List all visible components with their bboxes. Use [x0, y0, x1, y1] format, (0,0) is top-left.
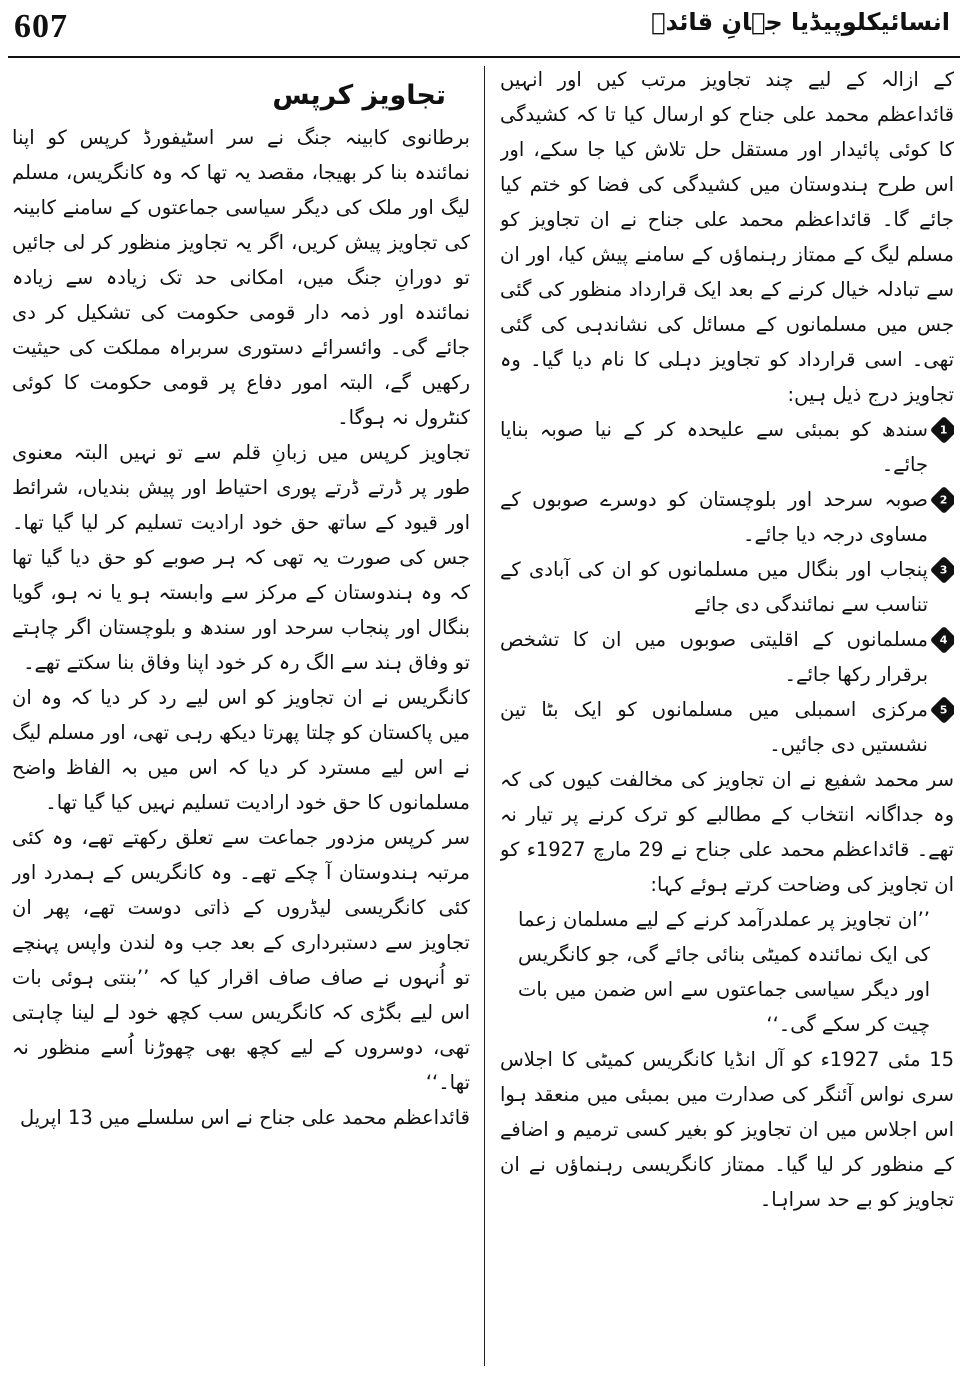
- section-heading: تجاویز کرپس: [272, 80, 446, 111]
- header-rule: [8, 56, 960, 58]
- jinnah-quote: ’’ان تجاویز پر عملدرآمد کرنے کے لیے مسلمان زعما کی ایک نمائندہ کمیٹی بنائی جائے گی، جو کانگریس اور دیگر سیاسی جماعتوں سے اس ضمن میں بات چیت کر سکے گی۔‘‘: [518, 908, 930, 1036]
- paragraph: تجاویز کرپس میں زبانِ قلم سے تو نہیں البتہ معنوی طور پر ڈرتے ڈرتے پوری احتیاط اور پیش بندیاں، شرائط اور قیود کے ساتھ حق خود ارادیت تسلیم کر لیا گیا تھا۔ جس کی صورت یہ تھی کہ ہر صوبے کو حق دیا گیا تھا کہ وہ ہندوستان کے مرکز سے وابستہ ہو یا نہ ہو، گویا بنگال اور پنجاب سرحد اور سندھ و بلوچستان اگر چاہتے تو وفاق ہند سے الگ رہ کر خود اپنا وفاق بنا سکتے تھے۔: [12, 441, 470, 674]
- proposal-text: مسلمانوں کے اقلیتی صوبوں میں ان کا تشخص برقرار رکھا جائے۔: [500, 628, 928, 686]
- delhi-proposals-intro: کے ازالہ کے لیے چند تجاویز مرتب کیں اور انہیں قائداعظم محمد علی جناح کو ارسال کیا تا کہ کشیدگی کا کوئی پائیدار اور مستقل حل تلاش کیا جا سکے، اور اس طرح ہندوستان میں کشیدگی کی فضا کو ختم کیا جائے گا۔ قائداعظم محمد علی جناح نے ان تجاویز کو مسلم لیگ کے ممتاز رہنماؤں کے سامنے پیش کیا، اور ان سے تبادلہ خیال کرنے کے بعد ایک قرارداد منظور کی گئی جس میں مسلمانوں کے مسائل کی نشاندہی کی گئی تھی۔ اسی قرارداد کو تجاویز دہلی کا نام دیا گیا۔ وہ تجاویز درج ذیل ہیں:: [500, 68, 954, 406]
- proposal-item: [500, 692, 954, 762]
- proposal-item: [500, 482, 954, 552]
- page-header: [0, 0, 968, 58]
- shafi-paragraph: سر محمد شفیع نے ان تجاویز کی مخالفت کیوں کی کہ وہ جداگانہ انتخاب کے مطالبے کو ترک کرنے پر تیار نہ تھے۔ قائداعظم محمد علی جناح نے 29 مارچ 1927ء کو ان تجاویز کی وضاحت کرتے ہوئے کہا:: [500, 768, 954, 896]
- numbered-diamond-icon: 2: [930, 486, 954, 514]
- proposals-list: [500, 412, 954, 762]
- congress-session-paragraph: 15 مئی 1927ء کو آل انڈیا کانگریس کمیٹی کا اجلاس سری نواس آئنگر کی صدارت میں بمبئی میں منعقد ہوا اس اجلاس میں ان تجاویز کو بغیر کسی ترمیم و اضافے کے منظور کر لیا گیا۔ ممتاز کانگریسی رہنماؤں نے ان تجاویز کو بے حد سراہا۔: [500, 1048, 954, 1211]
- proposal-text: سندھ کو بمبئی سے علیحدہ کر کے نیا صوبہ بنایا جائے۔: [500, 418, 928, 476]
- left-column: [12, 62, 470, 1372]
- right-column: [500, 62, 954, 1372]
- numbered-diamond-icon: 1: [930, 416, 954, 444]
- numbered-diamond-icon: 4: [930, 626, 954, 654]
- proposal-text: پنجاب اور بنگال میں مسلمانوں کو ان کی آبادی کے تناسب سے نمائندگی دی جائے: [500, 558, 928, 616]
- proposal-item: [500, 552, 954, 622]
- proposal-text: مرکزی اسمبلی میں مسلمانوں کو ایک بٹا تین نشستیں دی جائیں۔: [500, 698, 928, 756]
- numbered-diamond-icon: 3: [930, 556, 954, 584]
- page-number: 607: [14, 8, 68, 45]
- numbered-diamond-icon: 5: [930, 696, 954, 724]
- paragraph: کانگریس نے ان تجاویز کو اس لیے رد کر دیا کہ وہ ان میں پاکستان کو چلتا پھرتا دیکھ رہی تھی، اور مسلم لیگ نے اس لیے مسترد کر دیا کہ اس میں بہ الفاظ واضح مسلمانوں کا حق خود ارادیت تسلیم نہیں کیا گیا تھا۔: [12, 686, 470, 814]
- proposal-text: صوبہ سرحد اور بلوچستان کو دوسرے صوبوں کے مساوی درجہ دیا جائے۔: [500, 488, 928, 546]
- proposal-item: [500, 412, 954, 482]
- running-title: انسائیکلوپیڈیا جہانِ قائدؒ: [651, 8, 950, 36]
- paragraph: سر کرپس مزدور جماعت سے تعلق رکھتے تھے، وہ کئی مرتبہ ہندوستان آ چکے تھے۔ وہ کانگریس کے ہمدرد اور کئی کانگریسی لیڈروں کے ذاتی دوست تھے، پھر ان تجاویز سے دستبرداری کے بعد جب وہ لندن واپس پہنچے تو اُنہوں نے صاف صاف اقرار کیا کہ ’’بنتی ہوئی بات اس لیے بگڑی کہ کانگریس سب کچھ خود لے لینا چاہتی تھی، دوسروں کے لیے کچھ بھی چھوڑنا اُسے منظور نہ تھا۔‘‘: [12, 826, 470, 1094]
- column-divider: [484, 66, 485, 1366]
- paragraph: قائداعظم محمد علی جناح نے اس سلسلے میں 13 اپریل: [19, 1106, 470, 1129]
- proposal-item: [500, 622, 954, 692]
- paragraph: برطانوی کابینہ جنگ نے سر اسٹیفورڈ کرپس کو اپنا نمائندہ بنا کر بھیجا، مقصد یہ تھا کہ وہ کانگریس، مسلم لیگ اور ملک کی دیگر سیاسی جماعتوں کے سامنے کابینہ کی تجاویز پیش کریں، اگر یہ تجاویز منظور کر لی جائیں تو دورانِ جنگ میں، امکانی حد تک زیادہ سے زیادہ نمائندہ اور ذمہ دار قومی حکومت کی تشکیل کر دی جائے گی۔ وائسرائے دستوری سربراہ مملکت کی حیثیت رکھیں گے، البتہ امور دفاع پر قومی حکومت کا کوئی کنٹرول نہ ہوگا۔: [12, 126, 470, 429]
